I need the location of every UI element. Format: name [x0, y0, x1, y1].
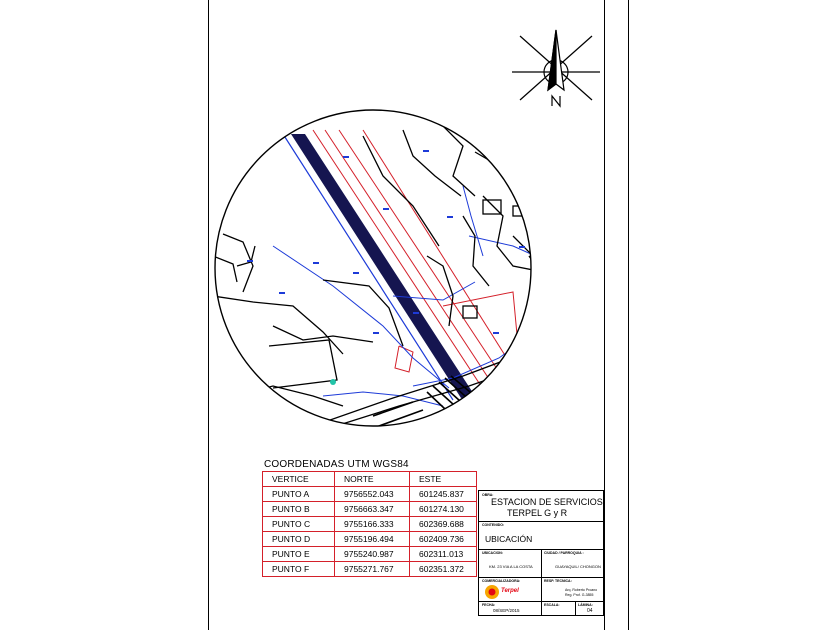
sheet-border-outer	[628, 0, 629, 630]
lamina-value: 04	[587, 608, 593, 614]
table-row	[263, 517, 477, 532]
title-block-vdivider	[541, 601, 542, 616]
sheet-border-right	[604, 0, 605, 630]
title-block-vdivider	[575, 601, 576, 616]
cell-este: 602369.688	[410, 517, 477, 532]
sheet-border-left	[208, 0, 209, 630]
arq-name: Arq. Roberto Proano	[565, 588, 598, 592]
terpel-logo-icon	[484, 584, 500, 600]
contenido-value: UBICACIÓN	[485, 534, 533, 544]
cell-norte: 9755271.767	[335, 562, 410, 577]
table-row	[263, 532, 477, 547]
location-map	[213, 96, 563, 446]
arq-reg: Reg. Prof. G-3855	[565, 593, 594, 597]
terpel-brand: Terpel	[501, 588, 519, 594]
cell-vertice: PUNTO F	[263, 562, 335, 577]
fecha-value: 08/SEP/2015	[493, 608, 520, 613]
cell-este: 602409.736	[410, 532, 477, 547]
ubicacion-label: UBICACION:	[482, 551, 503, 555]
obra-line2: TERPEL G y R	[507, 508, 568, 518]
cell-vertice: PUNTO A	[263, 487, 335, 502]
title-block	[478, 490, 604, 616]
table-row	[263, 562, 477, 577]
ubicacion-value: KM. 23 VIA A LA COSTA	[489, 564, 533, 569]
comercializadora-label: COMERCIALIZADORA:	[482, 579, 521, 583]
title-block-divider	[479, 521, 603, 522]
obra-label: OBRA:	[482, 493, 494, 497]
cell-vertice: PUNTO D	[263, 532, 335, 547]
coordinates-title: COORDENADAS UTM WGS84	[264, 459, 409, 470]
coordinates-table	[262, 471, 477, 577]
table-row	[263, 547, 477, 562]
cell-vertice: PUNTO B	[263, 502, 335, 517]
escala-label: ESCALA:	[544, 603, 560, 607]
header-vertice: VERTICE	[263, 472, 335, 487]
ciudad-label: CIUDAD / PARROQUIA :	[544, 551, 584, 555]
cell-este: 601245.837	[410, 487, 477, 502]
cell-norte: 9756663.347	[335, 502, 410, 517]
title-block-vdivider	[541, 549, 542, 577]
lamina-label: LÁMINA:	[578, 603, 593, 607]
cell-norte: 9755240.987	[335, 547, 410, 562]
title-block-vdivider	[541, 577, 542, 601]
obra-line1: ESTACION DE SERVICIOS	[491, 497, 603, 507]
cell-norte: 9756552.043	[335, 487, 410, 502]
contenido-label: CONTENIDO:	[482, 523, 505, 527]
table-row	[263, 487, 477, 502]
header-este: ESTE	[410, 472, 477, 487]
table-header-row	[263, 472, 477, 487]
resp-tecnica-label: RESP. TECNICA:	[544, 579, 572, 583]
table-row	[263, 502, 477, 517]
cell-norte: 9755166.333	[335, 517, 410, 532]
cell-norte: 9755196.494	[335, 532, 410, 547]
cell-vertice: PUNTO E	[263, 547, 335, 562]
ciudad-value: GUAYAQUIL/ CHONGON	[555, 564, 601, 569]
cell-este: 601274.130	[410, 502, 477, 517]
cell-este: 602351.372	[410, 562, 477, 577]
fecha-label: FECHA:	[482, 603, 496, 607]
cell-este: 602311.013	[410, 547, 477, 562]
header-norte: NORTE	[335, 472, 410, 487]
cell-vertice: PUNTO C	[263, 517, 335, 532]
